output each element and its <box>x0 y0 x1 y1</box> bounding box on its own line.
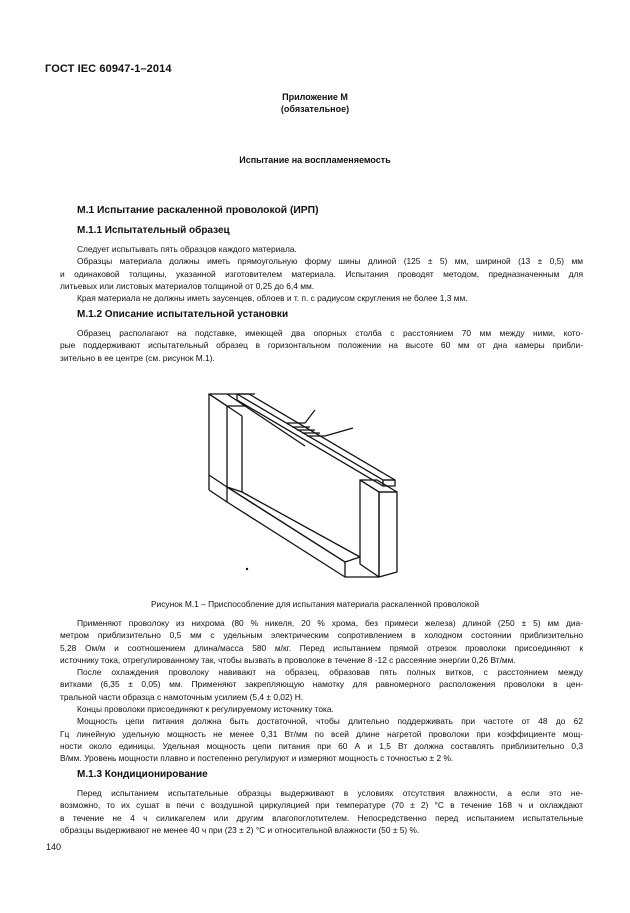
text-line: 5,28 Ом/м и соотношением длина/масса 580 м/кг. Перед испытанием прямой отрезок проволоки присоединяют к <box>60 642 583 653</box>
text-line: Гц линейную удельную мощность не менее 0,31 Вт/мм по всей длине нагретой проволоки при коэффициенте мощ- <box>60 728 583 739</box>
paragraph <box>60 327 583 364</box>
text-line: Перед испытанием испытательные образцы выдерживают в условиях отсутствия влажности, а если это не- <box>77 788 583 798</box>
text-line: Концы проволоки присоединяют к регулируемому источнику тока. <box>77 704 334 715</box>
text-line: и одинаковой толщины, указанной изготовителем материала. Испытания проводят методом, предназначенным для <box>60 268 583 279</box>
text-line: метром приблизительно 0,5 мм с удельным электрическим сопротивлением в холодном состоянии приблизительно <box>60 630 583 641</box>
text-line: источнику тока, отрегулированному так, чтобы вызвать в проволоке в течение 8 -12 с рассеяние энергии 0,26 Вт/мм. <box>60 654 516 665</box>
text-line: рые поддерживают испытательный образец в горизонтальном положении на высоте 60 мм от дна камеры прибли- <box>60 340 583 351</box>
section-m13-heading: М.1.3 Кондиционирование <box>77 769 208 780</box>
section-m12-text <box>60 327 583 364</box>
text-line: Мощность цепи питания должна быть достаточной, чтобы длительно поддерживать при частоте от 48 до 62 <box>77 716 583 727</box>
section-m11-text <box>60 243 583 304</box>
paragraph <box>60 243 583 255</box>
text-line: Применяют проволоку из нихрома (80 % никеля, 20 % хрома, без примеси железа) длиной (250 ± 5) мм диа- <box>77 618 583 628</box>
paragraph <box>60 666 583 703</box>
test-fixture-figure <box>195 372 435 592</box>
paragraph <box>60 617 583 666</box>
annex-subject: Испытание на воспламеняемость <box>239 155 391 165</box>
text-line: После охлаждения проволоку навивают на образец, образовав пять полных витков, с расстоянием между <box>77 667 583 678</box>
right-post-front <box>360 480 379 577</box>
text-line: витками (6,35 ± 0,05) мм. Применяют закрепляющую намотку для равномерного расположения проволоки в цен- <box>60 679 583 690</box>
fixture-base-top <box>227 487 360 562</box>
text-line: возможно, то их сушат в печи с воздушной циркуляцией при температуре (70 ± 2) °С в течение 168 ч и охлаждают <box>60 800 583 811</box>
section-m12-text-after <box>60 617 583 765</box>
text-line: Образец располагают на подставке, имеющей два опорных столба с расстоянием 70 мм между ними, кото- <box>77 328 583 338</box>
paragraph <box>60 255 583 292</box>
paragraph <box>60 715 583 764</box>
text-line: тральной части образца с намоточным усилием (5,4 ± 0,02) Н. <box>60 691 304 702</box>
text-line: ности около единицы. Удельная мощность цепи питания при 60 А и 1,5 Вт должна составлять приблизительно 0,3 <box>60 740 583 751</box>
section-m13-text <box>60 787 583 836</box>
text-line: литьевых или листовых материалов толщиной от 0,25 до 6,4 мм. <box>60 280 315 291</box>
standard-header: ГОСТ IEC 60947-1–2014 <box>45 63 172 75</box>
text-line: В/мм. Уровень мощности плавно и постепенно регулируют и измеряют мощность с точностью ± 2 %. <box>60 753 454 764</box>
text-line: Следует испытывать пять образцов каждого материала. <box>77 244 297 254</box>
section-m11-heading: М.1.1 Испытательный образец <box>77 225 230 236</box>
text-line: образцы выдерживают не менее 40 ч при (23 ± 2) °С и относительной влажности (50 ± 5) %. <box>60 824 420 835</box>
section-m12-heading: М.1.2 Описание испытательной установки <box>77 309 289 320</box>
annex-status: (обязательное) <box>280 104 350 114</box>
left-post-front <box>209 394 227 487</box>
text-line: Края материала не должны иметь заусенцев, облоев и т. п. с радиусом скругления не более 1,3 мм. <box>77 293 468 304</box>
section-m1-heading: М.1 Испытание раскаленной проволокой (ИРП) <box>77 205 319 216</box>
text-line: в течение не 4 ч силикагелем или другим влагопоглотителем. Непосредственно перед испытанием испытательные <box>60 812 583 823</box>
paragraph <box>60 292 583 304</box>
page-number: 140 <box>46 842 62 852</box>
annex-title: Приложение М <box>282 92 348 102</box>
wire-windings <box>287 410 353 436</box>
specimen-strip <box>237 394 395 480</box>
text-line: зительно в ее центре (см. рисунок М.1). <box>60 352 215 363</box>
paragraph <box>60 787 583 836</box>
figure-caption: Рисунок М.1 – Приспособление для испытания материала раскаленной проволокой <box>150 599 480 609</box>
paragraph <box>60 703 583 715</box>
text-line: Образцы материала должны иметь прямоугольную форму шины длиной (125 ± 5) мм, шириной (13 ± 0,5) мм <box>77 256 583 267</box>
